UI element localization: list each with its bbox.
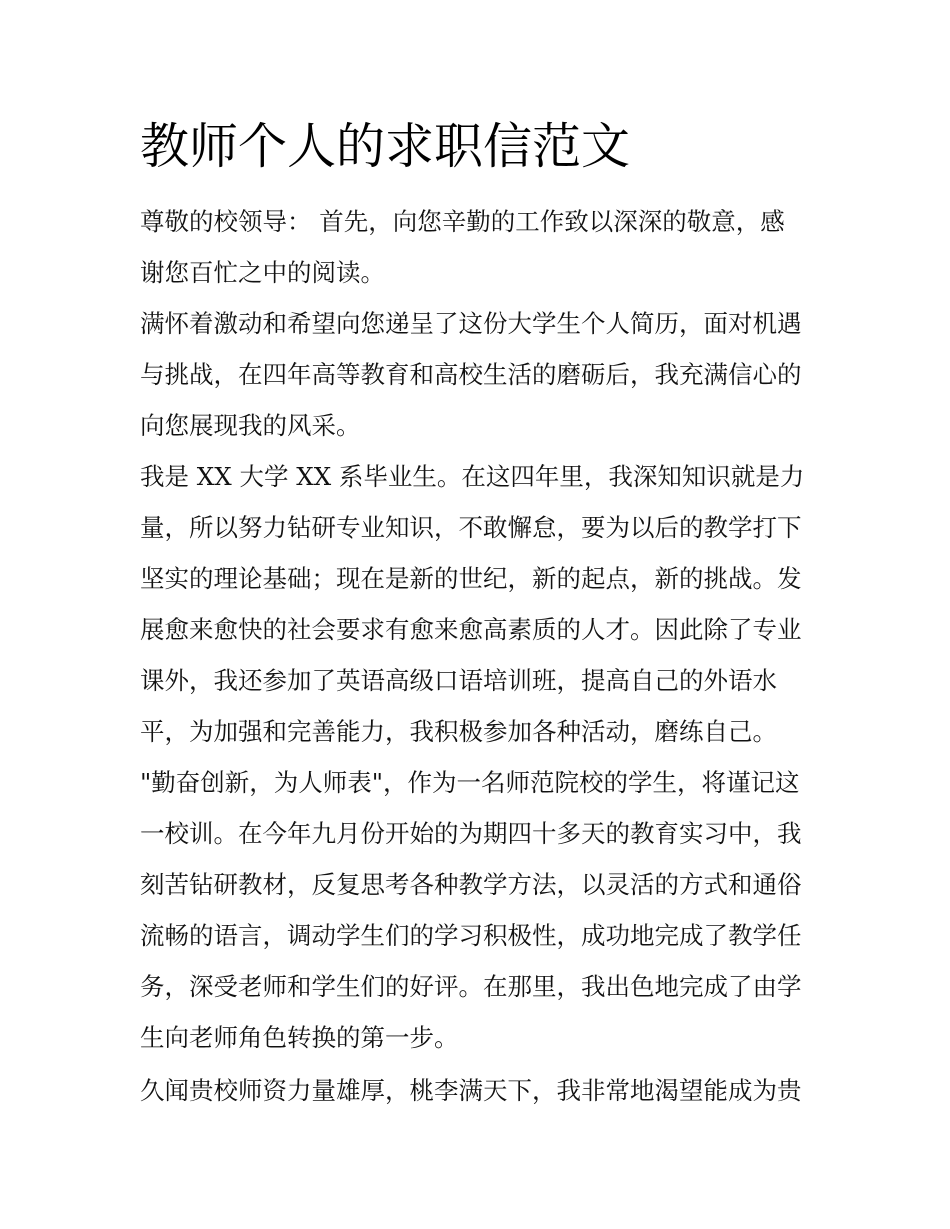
body-line: 刻苦钻研教材，反复思考各种教学方法，以灵活的方式和通俗 bbox=[140, 870, 802, 899]
body-line: 尊敬的校领导： 首先，向您辛勤的工作致以深深的敬意，感 bbox=[140, 207, 785, 236]
document-title: 教师个人的求职信范文 bbox=[140, 118, 631, 175]
body-line: 展愈来愈快的社会要求有愈来愈高素质的人才。因此除了专业 bbox=[140, 615, 802, 644]
body-line: 谢您百忙之中的阅读。 bbox=[140, 258, 385, 287]
body-line: 量，所以努力钻研专业知识，不敢懈怠，要为以后的教学打下 bbox=[140, 513, 802, 542]
body-line: 务，深受老师和学生们的好评。在那里，我出色地完成了由学 bbox=[140, 972, 802, 1001]
body-line: 坚实的理论基础；现在是新的世纪，新的起点，新的挑战。发 bbox=[140, 564, 802, 593]
body-line: 满怀着激动和希望向您递呈了这份大学生个人简历，面对机遇 bbox=[140, 309, 802, 338]
body-line: 向您展现我的风采。 bbox=[140, 411, 361, 440]
body-line: 流畅的语言，调动学生们的学习积极性，成功地完成了教学任 bbox=[140, 921, 802, 950]
body-line: 生向老师角色转换的第一步。 bbox=[140, 1023, 459, 1052]
body-line: 与挑战，在四年高等教育和高校生活的磨砺后，我充满信心的 bbox=[140, 360, 802, 389]
body-line: 一校训。在今年九月份开始的为期四十多天的教育实习中，我 bbox=[140, 819, 802, 848]
body-line: 我是 XX 大学 XX 系毕业生。在这四年里，我深知知识就是力 bbox=[140, 462, 805, 491]
body-line: 课外，我还参加了英语高级口语培训班，提高自己的外语水 bbox=[140, 666, 777, 695]
body-line: 平，为加强和完善能力，我积极参加各种活动，磨练自己。 bbox=[140, 717, 777, 746]
body-line: 久闻贵校师资力量雄厚，桃李满天下，我非常地渴望能成为贵 bbox=[140, 1076, 802, 1105]
body-line: "勤奋创新，为人师表"，作为一名师范院校的学生，将谨记这 bbox=[140, 768, 800, 797]
